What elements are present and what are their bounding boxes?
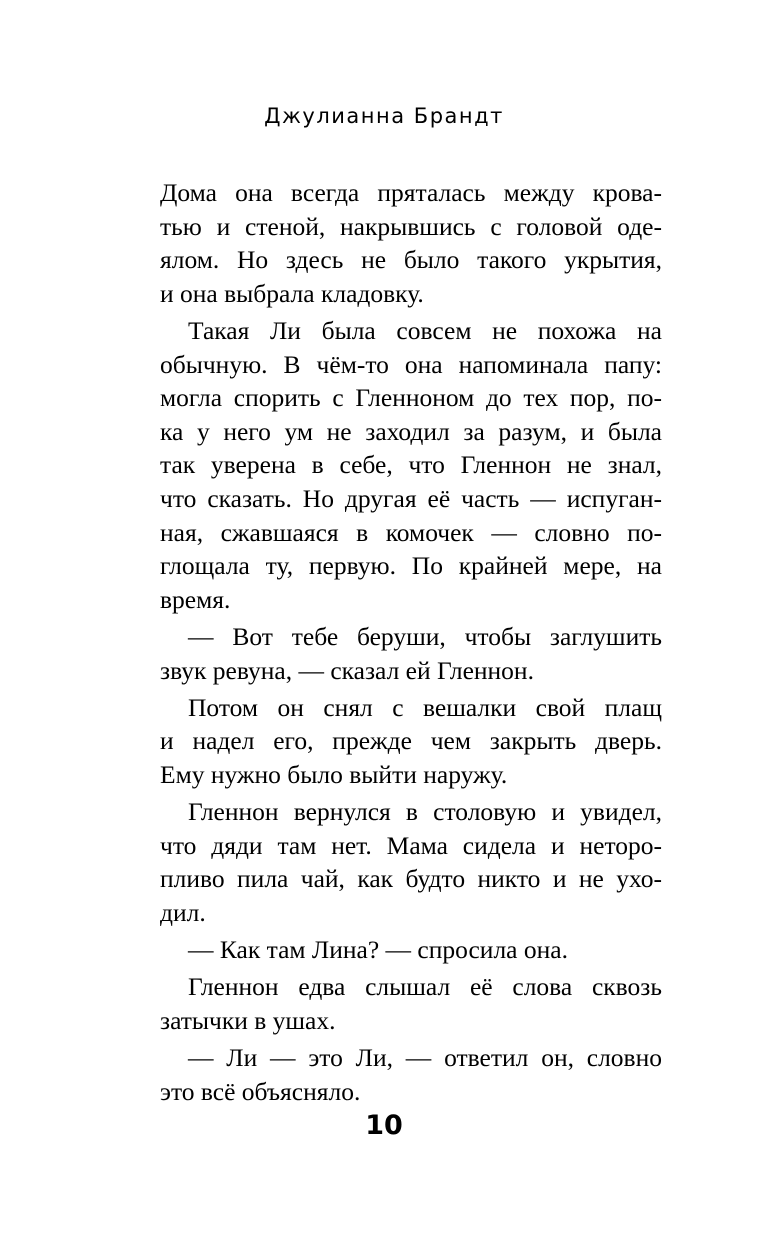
text-line: дил.	[160, 897, 206, 927]
text-line: что дяди там нет. Мама сидела и неторо-	[160, 830, 662, 860]
text-line: — Ли — это Ли, — ответил он, словно	[188, 1043, 662, 1072]
text-line: — Как там Лина? — спросила она.	[188, 935, 568, 965]
text-line: Ему нужно было выйти наружу.	[160, 759, 508, 789]
text-line: ялом. Но здесь не было такого укрытия,	[160, 245, 662, 275]
text-line: пливо пила чай, как будто никто и не ухо-	[160, 864, 662, 894]
text-line: — Вот тебе беруши, чтобы заглушить	[188, 621, 662, 651]
text-line: ная, сжавшаяся в комочек — словно по-	[160, 517, 662, 547]
text-line: затычки в ушах.	[160, 1005, 336, 1035]
running-header-author: Джулианна Брандт	[264, 104, 504, 128]
text-line: Такая Ли была совсем не похожа на	[188, 315, 662, 345]
text-line: могла спорить с Гленноном до тех пор, по-	[160, 383, 662, 413]
text-line: глощала ту, первую. По крайней мере, на	[160, 551, 662, 581]
text-line: ка у него ум не заходил за разум, и была	[160, 416, 662, 446]
text-line: Дома она всегда пряталась между крова-	[160, 178, 662, 207]
text-line: что сказать. Но другая её часть — испуган-	[160, 483, 662, 513]
page-number: 10	[365, 1110, 403, 1141]
text-line: тью и стеной, накрывшись с головой оде-	[160, 211, 662, 241]
text-line: так уверена в себе, что Гленнон не знал,	[160, 450, 662, 480]
text-line: это всё объясняло.	[160, 1076, 361, 1106]
text-line: и она выбрала кладовку.	[160, 278, 424, 308]
text-line: Гленнон вернулся в столовую и увидел,	[188, 797, 662, 827]
text-line: Потом он снял с вешалки свой плащ	[188, 692, 662, 722]
text-line: время.	[160, 584, 231, 614]
text-line: и надел его, прежде чем закрыть дверь.	[160, 726, 662, 756]
text-line: звук ревуна, — сказал ей Гленнон.	[160, 655, 534, 685]
body-text	[160, 176, 662, 1108]
text-line: Гленнон едва слышал её слова сквозь	[188, 972, 662, 1002]
text-line: обычную. В чём-то она напоминала папу:	[160, 349, 662, 379]
